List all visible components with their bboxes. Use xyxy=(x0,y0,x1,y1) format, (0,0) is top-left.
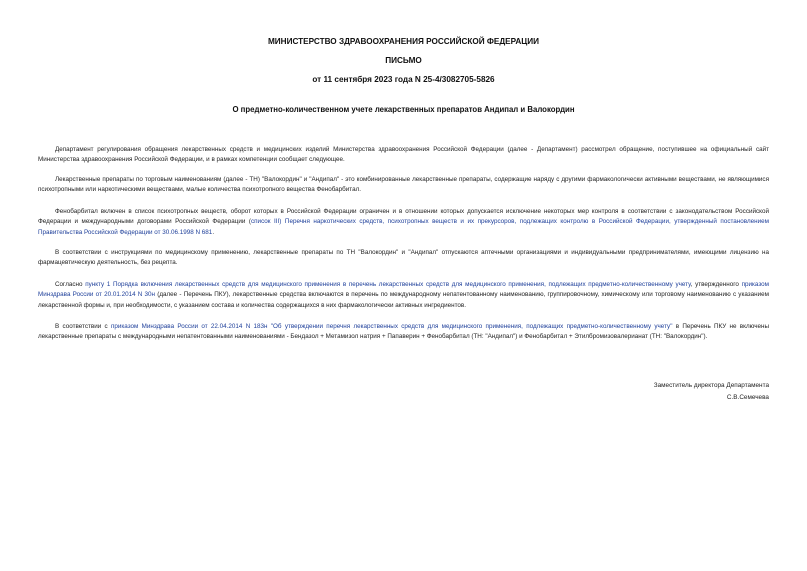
paragraph-1-text: Департамент регулирования обращения лекарственных средств и медицинских изделий Министерства здравоохранения Российской Федерации (далее - Департамент) рассмотрел обращение, поступившее на официальный сайт Министерства здравоохранения Российской Федерации, и в рамках компетенции сообщает следующее. xyxy=(38,146,769,164)
document-date-number: от 11 сентября 2023 года N 25-4/3082705-5826 xyxy=(312,75,495,84)
paragraph-5-text-end: (далее - Перечень ПКУ), лекарственные средства включаются в перечень по международному непатентованному наименованию, группировочному, химическому или торговому наименованию с указанием лекарственной формы и, при необходимости, с указанием состава и количества содержащихся в них фармакологически активных ингредиентов. xyxy=(38,291,769,309)
paragraph-5-text-middle: , утвержденного xyxy=(690,281,742,288)
paragraph-3 xyxy=(38,207,769,238)
document-type: ПИСЬМО xyxy=(385,56,422,65)
signature-name: С.В.Семечева xyxy=(726,394,769,401)
order-183n-link[interactable]: приказом Минздрава России от 22.04.2014 N 183н "Об утверждении перечня лекарственных средств для медицинского применения, подлежащих предметно-количественному учету" xyxy=(110,323,673,330)
paragraph-2 xyxy=(38,175,769,196)
paragraph-2-text: Лекарственные препараты по торговым наименованиям (далее - ТН) "Валокордин" и "Андипал" - это комбинированные лекарственные препараты, содержащие наряду с другими фармакологически активными веществами, не являющимися психотропными или наркотическими веществами, малые количества психотропного вещества Фенобарбитал. xyxy=(38,176,769,194)
paragraph-5-text-start: Согласно xyxy=(55,281,86,288)
paragraph-6-text-start: В соответствии с xyxy=(55,323,111,330)
paragraph-4-text: В соответствии с инструкциями по медицинскому применению, лекарственные препараты по ТН "Валокордин" и "Андипал" отпускаются аптечными организациями и индивидуальными предпринимателями, имеющими лицензию на фармацевтическую деятельность, без рецепта. xyxy=(38,249,769,267)
paragraph-3-text-end: . xyxy=(212,228,215,236)
paragraph-3-text-start: Фенобарбитал включен в список психотропных веществ, оборот которых в Российской Федерации ограничен и в отношении которых допускается исключение некоторых мер контроля в соответствии с законодательством Российской Федерации и международными договорами Российской Федерации ( xyxy=(38,208,769,226)
paragraph-1 xyxy=(38,145,769,166)
paragraph-6 xyxy=(38,322,769,343)
narcotics-list-link[interactable]: список III) Перечня наркотических средств, психотропных веществ и их прекурсоров, подлежащих контролю в Российской Федерации, утвержденный постановлением Правительства Российской Федерации от 30.06.1998 N 681 xyxy=(38,218,769,236)
paragraph-6-text-end: в Перечень ПКУ не включены лекарственные препараты с международными непатентованными наименованиями - Бендазол + Метамизол натрия + Папаверин + Фенобарбитал (ТН: "Андипал") и Фенобарбитал + Этилбромизовалерианат (ТН: "Валокордин"). xyxy=(38,323,770,341)
procedure-clause-link[interactable]: пункту 1 Порядка включения лекарственных средств для медицинского применения в перечень лекарственных средств для медицинского применения, подлежащих предметно-количественному учету xyxy=(85,281,691,288)
order-30n-link[interactable]: приказом Минздрава России от 20.01.2014 N 30н xyxy=(38,281,769,299)
paragraph-4 xyxy=(38,248,769,269)
document-subject: О предметно-количественном учете лекарственных препаратов Андипал и Валокордин xyxy=(232,105,575,114)
signature-position: Заместитель директора Департамента xyxy=(653,382,769,389)
paragraph-5 xyxy=(38,280,769,311)
ministry-title: МИНИСТЕРСТВО ЗДРАВООХРАНЕНИЯ РОССИЙСКОЙ ФЕДЕРАЦИИ xyxy=(267,37,540,46)
